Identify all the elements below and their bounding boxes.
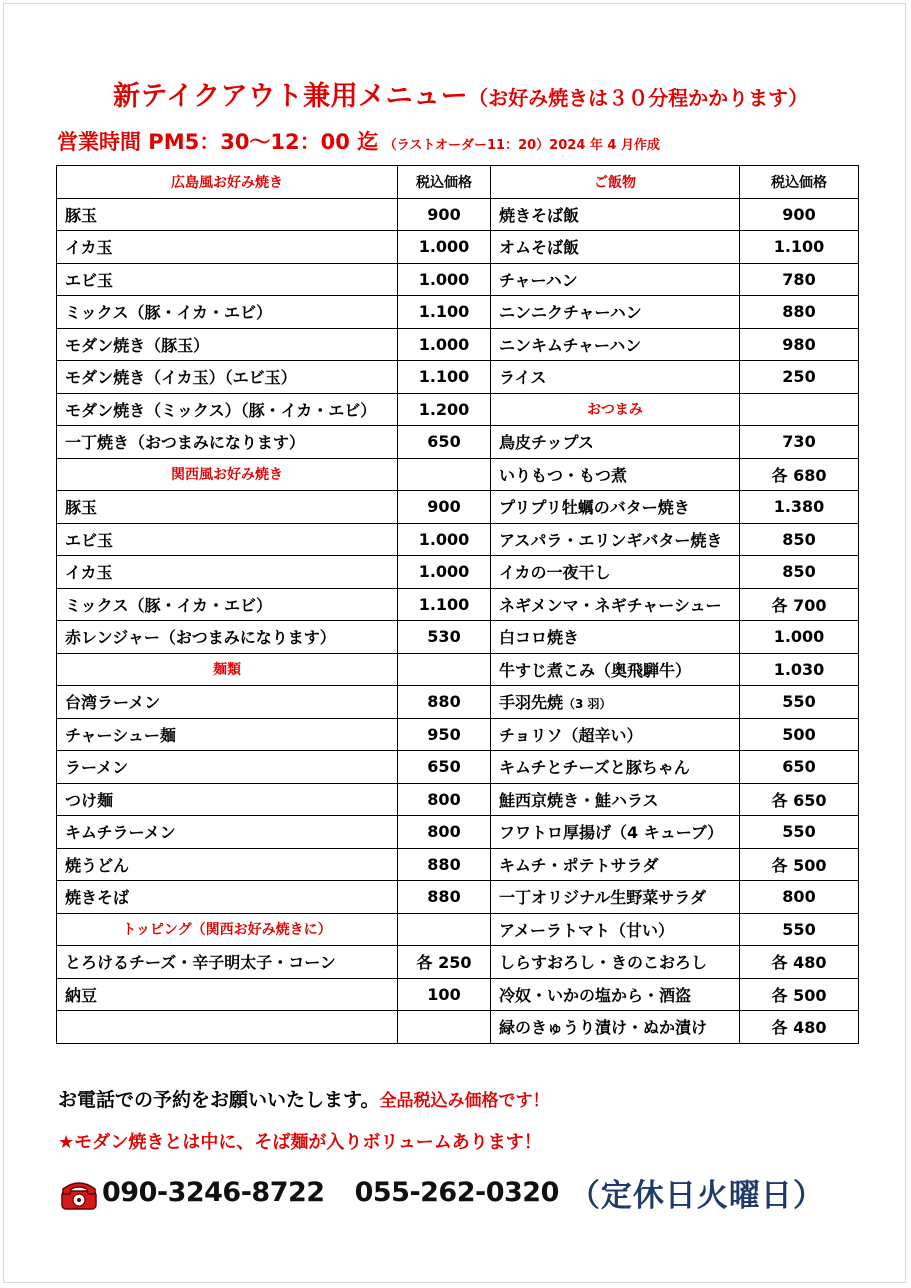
menu-row — [57, 718, 859, 751]
section-header: 関西風お好み焼き — [57, 458, 398, 491]
menu-item-price: 800 — [398, 783, 491, 816]
menu-item-price: 各 700 — [740, 588, 859, 621]
menu-item-name: 焼うどん — [57, 848, 398, 881]
closed-day: （定休日火曜日） — [568, 1178, 825, 1214]
menu-row — [57, 588, 859, 621]
business-hours — [57, 126, 660, 156]
menu-row — [57, 458, 859, 491]
menu-item-name: フワトロ厚揚げ（4 キューブ） — [491, 816, 740, 849]
menu-row — [57, 231, 859, 264]
menu-item-name: モダン焼き（ミックス）（豚・イカ・エビ） — [57, 393, 398, 426]
menu-item-name: ネギメンマ・ネギチャーシュー — [491, 588, 740, 621]
menu-item-price: 1.380 — [740, 491, 859, 524]
menu-item-name — [57, 1011, 398, 1044]
section-header: トッピング（関西お好み焼きに） — [57, 913, 398, 946]
menu-row — [57, 978, 859, 1011]
menu-item-name: チャーハン — [491, 263, 740, 296]
menu-item-price: 1.200 — [398, 393, 491, 426]
menu-item-name: いりもつ・もつ煮 — [491, 458, 740, 491]
menu-item-price: 1.000 — [398, 556, 491, 589]
menu-item-name: チャーシュー麺 — [57, 718, 398, 751]
menu-row — [57, 621, 859, 654]
menu-item-name: しらすおろし・きのこおろし — [491, 946, 740, 979]
menu-item-price: 1.000 — [398, 231, 491, 264]
menu-item-name: イカの一夜干し — [491, 556, 740, 589]
menu-item-price: 1.100 — [740, 231, 859, 264]
menu-item-name: キムチとチーズと豚ちゃん — [491, 751, 740, 784]
menu-row — [57, 946, 859, 979]
menu-item-name: イカ玉 — [57, 231, 398, 264]
menu-item-name: 冷奴・いかの塩から・酒盗 — [491, 978, 740, 1011]
menu-item-price: 各 480 — [740, 946, 859, 979]
menu-item-price: 各 500 — [740, 978, 859, 1011]
menu-row — [57, 426, 859, 459]
phone-number-mobile[interactable]: 090-3246-8722 — [102, 1177, 325, 1208]
section-header: 麺類 — [57, 653, 398, 686]
menu-item-name: エビ玉 — [57, 263, 398, 296]
menu-item-name: 鳥皮チップス — [491, 426, 740, 459]
menu-item-name: ラーメン — [57, 751, 398, 784]
tax-included-text: 全品税込み価格です！ — [379, 1091, 550, 1111]
page-title — [113, 74, 808, 113]
menu-item-name: 焼きそば — [57, 881, 398, 914]
menu-row — [57, 361, 859, 394]
modern-yaki-note: ★モダン焼きとは中に、そば麺が入りボリュームあります！ — [58, 1132, 542, 1153]
menu-row — [57, 848, 859, 881]
menu-item-name: プリプリ牡蠣のバター焼き — [491, 491, 740, 524]
menu-item-price: 各 480 — [740, 1011, 859, 1044]
menu-item-price: 730 — [740, 426, 859, 459]
telephone-icon — [60, 1175, 98, 1211]
menu-item-name: ミックス（豚・イカ・エビ） — [57, 296, 398, 329]
reservation-text: お電話での予約をお願いいたします。 — [58, 1089, 380, 1111]
menu-row — [57, 783, 859, 816]
menu-item-price: 530 — [398, 621, 491, 654]
hours-note: （ラストオーダー11：20）2024 年 4 月作成 — [383, 138, 660, 153]
menu-item-price: 800 — [740, 881, 859, 914]
menu-item-price: 880 — [740, 296, 859, 329]
menu-item-name: 豚玉 — [57, 198, 398, 231]
menu-item-name: つけ麺 — [57, 783, 398, 816]
menu-item-price: 550 — [740, 686, 859, 719]
menu-header-row — [57, 166, 859, 199]
menu-item-name: モダン焼き（イカ玉）（エビ玉） — [57, 361, 398, 394]
menu-item-price: 650 — [398, 751, 491, 784]
menu-item-name — [491, 686, 740, 719]
menu-row — [57, 523, 859, 556]
menu-item-name: キムチ・ポテトサラダ — [491, 848, 740, 881]
menu-item-name: 一丁焼き（おつまみになります） — [57, 426, 398, 459]
menu-item-name: 一丁オリジナル生野菜サラダ — [491, 881, 740, 914]
menu-item-price — [398, 653, 491, 686]
menu-item-price: 900 — [398, 198, 491, 231]
menu-item-price: 1.000 — [398, 523, 491, 556]
section-header-rice: ご飯物 — [491, 166, 740, 199]
menu-item-price: 1.000 — [740, 621, 859, 654]
menu-item-price: 100 — [398, 978, 491, 1011]
menu-item-price: 1.000 — [398, 328, 491, 361]
menu-item-name: 緑のきゅうり漬け・ぬか漬け — [491, 1011, 740, 1044]
menu-item-name: チョリソ（超辛い） — [491, 718, 740, 751]
menu-item-price — [398, 1011, 491, 1044]
menu-item-price — [398, 913, 491, 946]
menu-row — [57, 913, 859, 946]
menu-item-price: 1.100 — [398, 361, 491, 394]
menu-item-name: モダン焼き（豚玉） — [57, 328, 398, 361]
menu-item-price: 950 — [398, 718, 491, 751]
menu-item-name: オムそば飯 — [491, 231, 740, 264]
menu-item-price: 各 250 — [398, 946, 491, 979]
menu-item-price: 880 — [398, 686, 491, 719]
phone-number-landline[interactable]: 055-262-0320 — [354, 1177, 559, 1208]
menu-item-price: 850 — [740, 523, 859, 556]
menu-body — [57, 166, 859, 1044]
menu-item-price: 780 — [740, 263, 859, 296]
section-header: おつまみ — [491, 393, 740, 426]
menu-item-note: （3 羽） — [563, 697, 612, 712]
menu-item-price: 各 680 — [740, 458, 859, 491]
menu-item-price: 250 — [740, 361, 859, 394]
menu-row — [57, 881, 859, 914]
menu-row — [57, 686, 859, 719]
menu-row — [57, 653, 859, 686]
menu-item-name: ニンニクチャーハン — [491, 296, 740, 329]
section-header-hiroshima: 広島風お好み焼き — [57, 166, 398, 199]
title-note: （お好み焼きは３０分程かかります） — [468, 86, 809, 110]
menu-item-price: 各 650 — [740, 783, 859, 816]
menu-item-name: ミックス（豚・イカ・エビ） — [57, 588, 398, 621]
menu-item-price: 550 — [740, 816, 859, 849]
menu-item-price: 650 — [398, 426, 491, 459]
menu-item-price: 800 — [398, 816, 491, 849]
menu-row — [57, 393, 859, 426]
menu-row — [57, 556, 859, 589]
menu-item-name: キムチラーメン — [57, 816, 398, 849]
menu-item-price — [740, 393, 859, 426]
menu-table — [56, 165, 859, 1044]
menu-item-name: とろけるチーズ・辛子明太子・コーン — [57, 946, 398, 979]
menu-item-name: 白コロ焼き — [491, 621, 740, 654]
menu-item-price: 850 — [740, 556, 859, 589]
menu-item-price: 1.100 — [398, 588, 491, 621]
menu-item-price — [398, 458, 491, 491]
contact-line — [60, 1170, 825, 1215]
menu-item-price: 650 — [740, 751, 859, 784]
hours-main: 営業時間 PM5：30～12：00 迄 — [57, 130, 379, 154]
menu-item-name: 鮭西京焼き・鮭ハラス — [491, 783, 740, 816]
menu-item-price: 550 — [740, 913, 859, 946]
menu-row — [57, 296, 859, 329]
menu-item-price: 880 — [398, 848, 491, 881]
menu-row — [57, 816, 859, 849]
menu-item-price: 1.030 — [740, 653, 859, 686]
menu-item-price: 980 — [740, 328, 859, 361]
title-main: 新テイクアウト兼用メニュー — [113, 81, 469, 112]
menu-item-price: 900 — [740, 198, 859, 231]
menu-row — [57, 198, 859, 231]
menu-item-name: 豚玉 — [57, 491, 398, 524]
menu-row — [57, 491, 859, 524]
menu-item-name: ニンキムチャーハン — [491, 328, 740, 361]
menu-item-name: アスパラ・エリンギバター焼き — [491, 523, 740, 556]
menu-item-price: 1.000 — [398, 263, 491, 296]
reservation-note — [58, 1085, 549, 1112]
price-column-header-left: 税込価格 — [398, 166, 491, 199]
menu-item-name: アメーラトマト（甘い） — [491, 913, 740, 946]
menu-item-name: 牛すじ煮こみ（奥飛騨牛） — [491, 653, 740, 686]
menu-item-name: ライス — [491, 361, 740, 394]
menu-item-name: 赤レンジャー（おつまみになります） — [57, 621, 398, 654]
menu-item-name: 焼きそば飯 — [491, 198, 740, 231]
menu-item-name: 納豆 — [57, 978, 398, 1011]
menu-row — [57, 263, 859, 296]
menu-item-price: 各 500 — [740, 848, 859, 881]
price-column-header-right: 税込価格 — [740, 166, 859, 199]
menu-row — [57, 751, 859, 784]
menu-item-name: エビ玉 — [57, 523, 398, 556]
menu-row — [57, 328, 859, 361]
menu-item-price: 900 — [398, 491, 491, 524]
menu-item-price: 880 — [398, 881, 491, 914]
menu-item-price: 1.100 — [398, 296, 491, 329]
menu-row — [57, 1011, 859, 1044]
menu-item-name-text: 手羽先焼 — [499, 693, 564, 713]
menu-item-price: 500 — [740, 718, 859, 751]
menu-item-name: イカ玉 — [57, 556, 398, 589]
menu-item-name: 台湾ラーメン — [57, 686, 398, 719]
